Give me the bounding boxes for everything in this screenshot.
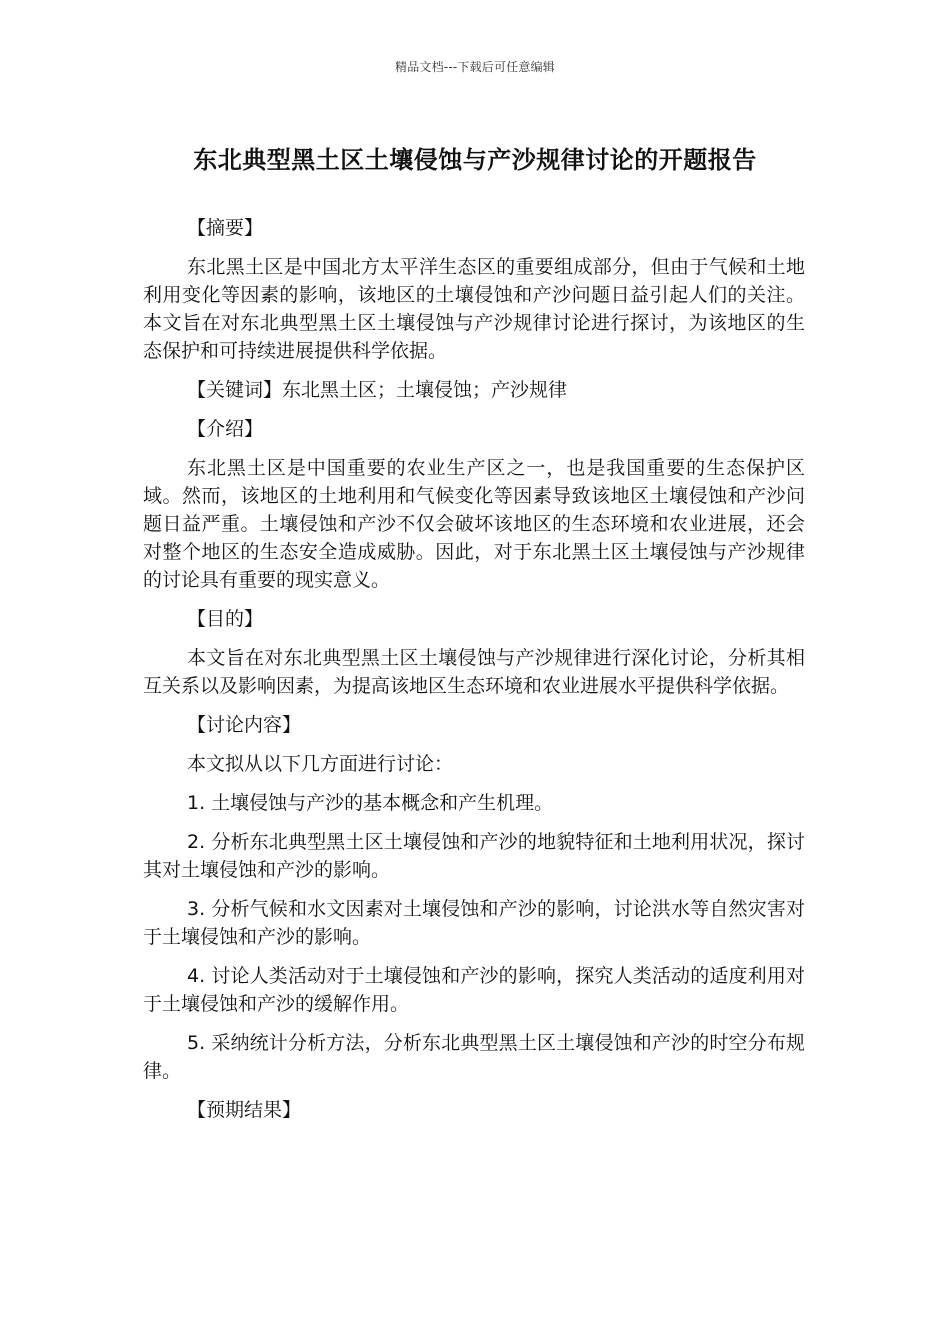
intro-paragraph: 东北黑土区是中国重要的农业生产区之一，也是我国重要的生态保护区域。然而，该地区的土地利用和气候变化等因素导致该地区土壤侵蚀和产沙问题日益严重。土壤侵蚀和产沙不仅会破坏该地区的生态环境和农业进展，还会对整个地区的生态安全造成威胁。因此，对于东北黑土区土壤侵蚀与产沙规律的讨论具有重要的现实意义。 (143, 457, 805, 591)
header-note: 精品文档---下载后可任意编辑 (395, 60, 555, 74)
keywords-line: 【关键词】东北黑土区；土壤侵蚀；产沙规律 (187, 379, 568, 401)
results-heading: 【预期结果】 (187, 1099, 302, 1121)
purpose-heading: 【目的】 (187, 608, 264, 630)
purpose-paragraph: 本文旨在对东北典型黑土区土壤侵蚀与产沙规律进行深化讨论，分析其相互关系以及影响因素，为提高该地区生态环境和农业进展水平提供科学依据。 (143, 647, 805, 697)
abstract-heading: 【摘要】 (187, 217, 264, 239)
abstract-paragraph: 东北黑土区是中国北方太平洋生态区的重要组成部分，但由于气候和土地利用变化等因素的影响，该地区的土壤侵蚀和产沙问题日益引起人们的关注。本文旨在对东北典型黑土区土壤侵蚀与产沙规律讨论进行探讨，为该地区的生态保护和可持续进展提供科学依据。 (143, 256, 805, 362)
content-heading: 【讨论内容】 (187, 714, 302, 736)
content-intro-paragraph: 本文拟从以下几方面进行讨论： (187, 753, 454, 775)
intro-heading: 【介绍】 (187, 418, 264, 440)
document-body (143, 214, 805, 1135)
content-item-1: 1. 土壤侵蚀与产沙的基本概念和产生机理。 (187, 792, 554, 814)
content-item-5: 5. 采纳统计分析方法，分析东北典型黑土区土壤侵蚀和产沙的时空分布规律。 (143, 1032, 805, 1082)
content-item-2: 2. 分析东北典型黑土区土壤侵蚀和产沙的地貌特征和土地利用状况，探讨其对土壤侵蚀和产沙的影响。 (143, 831, 805, 881)
content-item-4: 4. 讨论人类活动对于土壤侵蚀和产沙的影响，探究人类活动的适度利用对于土壤侵蚀和产沙的缓解作用。 (143, 965, 805, 1015)
document-title: 东北典型黑土区土壤侵蚀与产沙规律讨论的开题报告 (193, 146, 757, 174)
content-item-3: 3. 分析气候和水文因素对土壤侵蚀和产沙的影响，讨论洪水等自然灾害对于土壤侵蚀和产沙的影响。 (143, 898, 805, 948)
